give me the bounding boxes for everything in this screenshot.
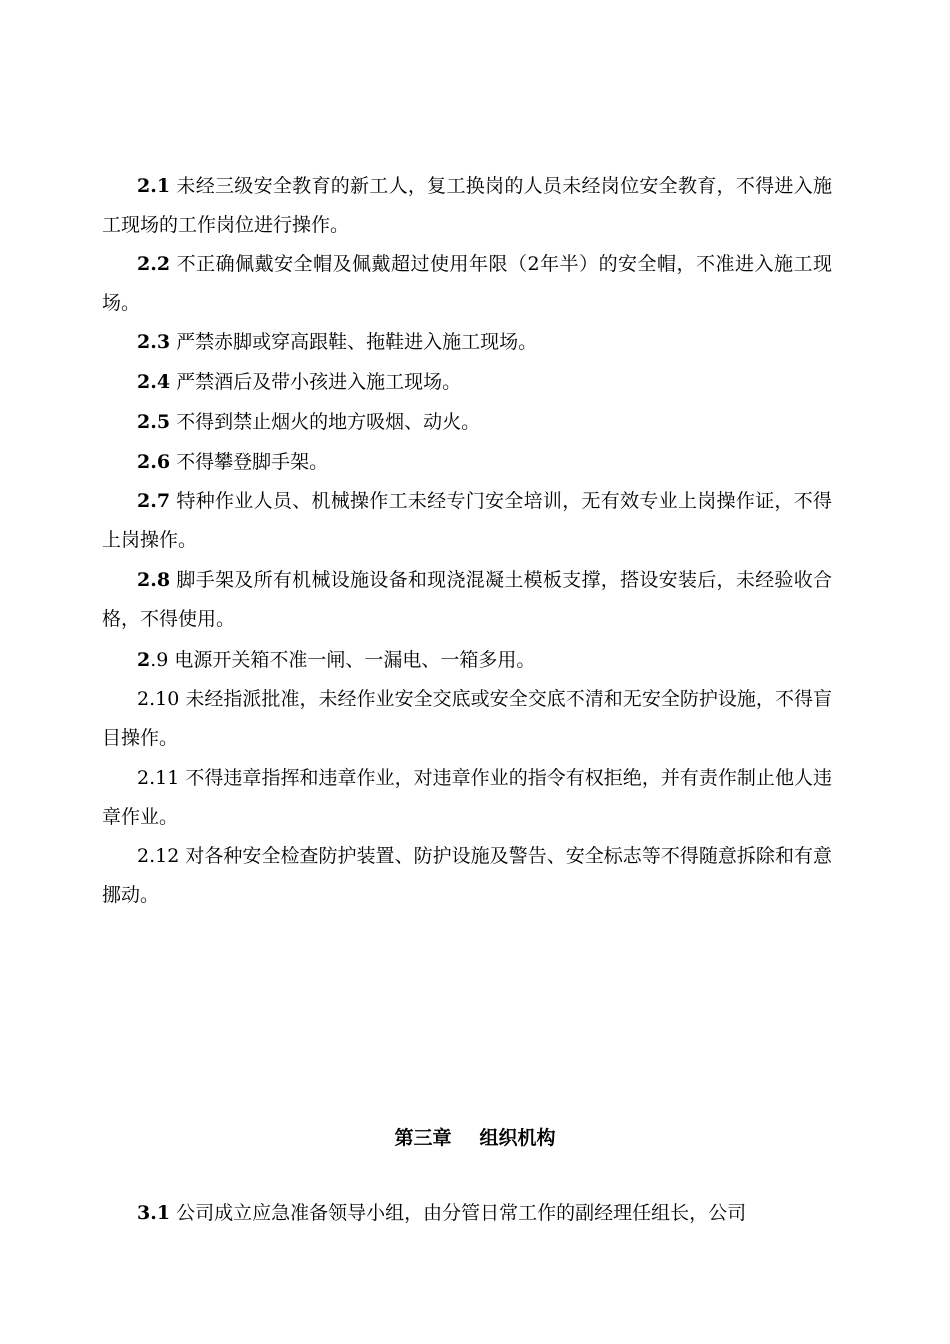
clause-2-8 — [102, 561, 832, 639]
clause-text: 不得攀登脚手架。 — [176, 451, 329, 473]
clause-number: 2.1 — [137, 175, 171, 197]
clause-3-1 — [102, 1194, 832, 1233]
clause-2-12 — [102, 837, 832, 915]
clause-text: 公司成立应急准备领导小组，由分管日常工作的副经理任组长，公司 — [176, 1202, 747, 1224]
clause-2-2 — [102, 245, 832, 323]
clause-2-4 — [102, 363, 832, 402]
clause-number: 2.8 — [137, 569, 171, 591]
clause-text: 未经指派批准，未经作业安全交底或安全交底不清和无安全防护设施，不得盲目操作。 — [102, 688, 832, 749]
clause-2-7 — [102, 482, 832, 560]
clause-number: 2.2 — [137, 253, 171, 275]
clause-2-6 — [102, 443, 832, 482]
clause-text: 特种作业人员、机械操作工未经专门安全培训，无有效专业上岗操作证，不得上岗操作。 — [102, 490, 832, 551]
clause-number-major: 2 — [137, 649, 151, 671]
clause-number: 2.7 — [137, 490, 171, 512]
clause-text: 严禁酒后及带小孩进入施工现场。 — [176, 371, 462, 393]
clause-number: 2.10 — [137, 688, 180, 710]
clause-2-1 — [102, 167, 832, 245]
clause-text: 脚手架及所有机械设施设备和现浇混凝土模板支撑，搭设安装后，未经验收合格，不得使用。 — [102, 569, 832, 630]
clause-text: 不得违章指挥和违章作业，对违章作业的指令有权拒绝，并有责作制止他人违章作业。 — [102, 767, 832, 828]
clause-text: 不正确佩戴安全帽及佩戴超过使用年限（2年半）的安全帽，不准进入施工现场。 — [102, 253, 833, 314]
clause-number: 3.1 — [137, 1202, 171, 1224]
clause-text: 严禁赤脚或穿高跟鞋、拖鞋进入施工现场。 — [176, 331, 538, 353]
clause-number: 2.4 — [137, 371, 171, 393]
clause-number-minor: .9 — [150, 649, 169, 671]
clause-number: 2.3 — [137, 331, 171, 353]
clause-2-3 — [102, 323, 832, 362]
clause-2-11 — [102, 759, 832, 837]
clause-text: 电源开关箱不准一闸、一漏电、一箱多用。 — [174, 649, 536, 671]
clause-text: 未经三级安全教育的新工人，复工换岗的人员未经岗位安全教育，不得进入施工现场的工作岗位进行操作。 — [102, 175, 832, 236]
clause-number: 2.6 — [137, 451, 171, 473]
chapter-heading — [0, 1119, 950, 1158]
clause-2-10 — [102, 680, 832, 758]
clause-2-9 — [102, 641, 832, 680]
clause-number: 2.5 — [137, 411, 171, 433]
chapter-label: 第三章 — [394, 1127, 452, 1149]
clause-text: 对各种安全检查防护装置、防护设施及警告、安全标志等不得随意拆除和有意挪动。 — [102, 845, 832, 906]
clause-2-5 — [102, 403, 832, 442]
clause-number: 2.11 — [137, 767, 180, 789]
clause-number: 2.12 — [137, 845, 180, 867]
clause-text: 不得到禁止烟火的地方吸烟、动火。 — [176, 411, 481, 433]
chapter-name: 组织机构 — [479, 1127, 556, 1149]
